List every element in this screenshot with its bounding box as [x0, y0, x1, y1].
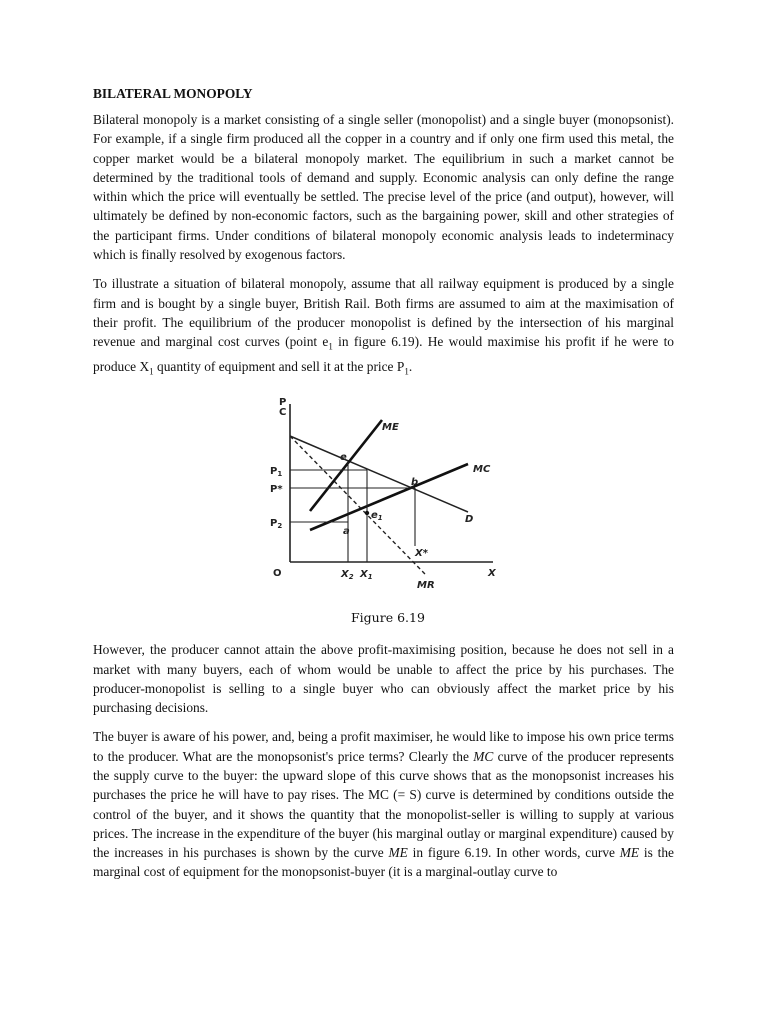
x1-label: $X_1$ [360, 569, 373, 582]
paragraph-intro: Bilateral monopoly is a market consisting of a single seller (monopolist) and a single buyer (monopsonist). For example, if a single firm produced all the copper in a country and if only one firm used this metal, the copper market would be a bilateral monopoly market. The equilibrium in such a market cannot be determined by the traditional tools of demand and supply. Economic analysis can only define the range within which the price will eventually be settled. The precise level of the price (and output), however, will ultimately be defined by non-economic factors, such as the bargaining power, skill and other strategies of the participant firms. Under conditions of bilateral monopoly economic analysis leads to indeterminacy which is finally resolved by exogenous factors. [93, 112, 674, 263]
mc-curve-label: MC [473, 464, 491, 476]
point-e-label: e [340, 452, 347, 464]
paragraph-buyer-power: The buyer is aware of his power, and, being a profit maximiser, he would like to impose his own price terms to the producer. What are the monopsonist's price terms? Clearly the MC curve of the producer represents the supply curve to the buyer: the upward slope of this curve shows that as the monopsonist increases his purchases the price he will have to pay rises. The MC (= S) curve is determined by conditions outside the control of the buyer, and it shows the quantity that the monopolist-seller is willing to supply at various prices. The increase in the expenditure of the buyer (his marginal outlay or marginal expenditure) caused by the increases in his purchases is shown by the curve ME in figure 6.19. In other words, curve ME is the marginal cost of equipment for the monopsonist-buyer (it is a marginal-outlay curve to [93, 729, 674, 880]
origin-label: O [273, 568, 282, 580]
point-b-label: b [411, 477, 419, 489]
point-e1-marker [365, 511, 369, 515]
paragraph-illustration: To illustrate a situation of bilateral monopoly, assume that all railway equipment is produced by a single firm and is bought by a single buyer, British Rail. Both firms are assumed to aim at the maximisation of their profit. The equilibrium of the producer monopolist is defined by the intersection of his marginal revenue and marginal cost curves (point $e_1$ in figure 6.19). He would maximise his profit if he were to produce $X_1$ quantity of equipment and sell it at the price $P_1$. [93, 276, 674, 377]
d-curve-label: D [465, 514, 474, 526]
mr-curve-label: MR [417, 580, 435, 592]
figure-caption: Figure 6.19 [351, 610, 425, 626]
y-axis-label-p: P [279, 397, 287, 409]
marginal-revenue-curve [290, 436, 425, 574]
y-axis-label-c: C [279, 407, 287, 419]
xstar-label: X* [415, 548, 428, 560]
section-title: BILATERAL MONOPOLY [93, 86, 253, 101]
p2-label: $P_2$ [270, 518, 283, 531]
document-page [93, 84, 674, 892]
point-a-label: a [343, 526, 350, 538]
figure-6-19 [93, 396, 674, 628]
marginal-expenditure-curve [310, 420, 382, 511]
x-axis-label: X [488, 568, 496, 580]
bilateral-monopoly-diagram [265, 396, 505, 606]
pstar-label: P* [270, 484, 283, 496]
x2-label: $X_2$ [341, 569, 354, 582]
p1-label: $P_1$ [270, 466, 283, 479]
point-e1-label: $e_1$ [371, 510, 383, 523]
me-curve-label: ME [382, 422, 399, 434]
paragraph-producer-constraint: However, the producer cannot attain the above profit-maximising position, because he does not sell in a market with many buyers, each of whom would be unable to affect the price by his purchases. The producer-monopolist is selling to a single buyer who can obviously affect the market price by his purchasing decisions. [93, 642, 674, 716]
marginal-cost-curve [310, 464, 468, 530]
